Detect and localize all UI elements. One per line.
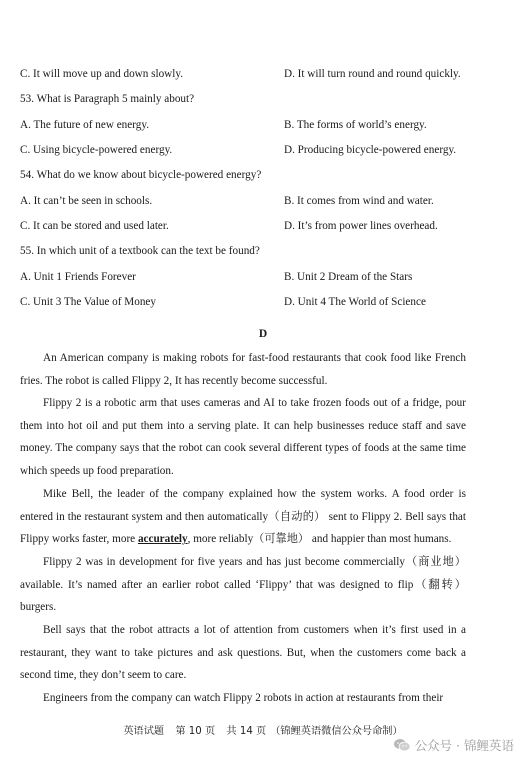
watermark-text: 公众号 · 锦鲤英语 [414, 738, 514, 753]
page-footer [0, 722, 526, 737]
q55-option-c: C. Unit 3 The Value of Money [20, 296, 156, 308]
q54-option-b: B. It comes from wind and water. [284, 195, 434, 207]
paragraph-3-text-end: , more reliably（可靠地） and happier than most humans. [187, 533, 452, 545]
q55-options-ab [20, 269, 506, 285]
paragraph-3-text-start: Mike Bell, the leader of the company explained how the system works. A food order is entered in the restaurant system and then automatically（自动的） sent to Flippy 2. Bell says that Flippy works faster, more [20, 488, 466, 545]
q53-options-ab [20, 117, 506, 133]
q53-question: 53. What is Paragraph 5 mainly about? [20, 93, 195, 105]
section-title: D [258, 328, 268, 340]
q55-option-d: D. Unit 4 The World of Science [284, 296, 426, 308]
wechat-icon [393, 738, 411, 752]
q53-options-cd [20, 142, 506, 158]
q54-options-ab [20, 193, 506, 209]
passage-paragraph-4: Flippy 2 was in development for five years and has just become commercially（商业地） available. It’s named after an earlier robot called ‘Flippy’ that was designed to flip（翻转） burgers. [20, 556, 466, 613]
q53-option-d: D. Producing bicycle-powered energy. [284, 144, 457, 156]
q54-option-d: D. It’s from power lines overhead. [284, 220, 438, 232]
q55-question: 55. In which unit of a textbook can the text be found? [20, 245, 260, 257]
footer-label: 英语试题 [123, 726, 165, 737]
passage-paragraph-1: An American company is making robots for fast-food restaurants that cook food like French fries. The robot is called Flippy 2, It has recently become successful. [20, 352, 466, 387]
q52-options-cd [20, 66, 506, 82]
passage-paragraph-3 [20, 483, 466, 551]
footer-note: （锦鲤英语微信公众号命制） [270, 726, 403, 737]
watermark [393, 736, 514, 754]
q53-option-b: B. The forms of world’s energy. [284, 119, 427, 131]
footer-total-pages: 共 14 页 [226, 726, 267, 737]
q53-option-c: C. Using bicycle-powered energy. [20, 144, 173, 156]
q54-option-a: A. It can’t be seen in schools. [20, 195, 153, 207]
q54-question: 54. What do we know about bicycle-powered energy? [20, 169, 262, 181]
q55-option-a: A. Unit 1 Friends Forever [20, 271, 136, 283]
q54-options-cd [20, 218, 506, 234]
passage-paragraph-5: Bell says that the robot attracts a lot of attention from customers when it’s first used in a restaurant, they want to take pictures and ask questions. But, when the customers come back a second time, they don’t seem to care. [20, 624, 466, 681]
q55-option-b: B. Unit 2 Dream of the Stars [284, 271, 413, 283]
q53-option-a: A. The future of new energy. [20, 119, 150, 131]
q52-option-d: D. It will turn round and round quickly. [284, 68, 461, 80]
passage-paragraph-2: Flippy 2 is a robotic arm that uses cameras and AI to take frozen foods out of a fridge, pour them into hot oil and put them into a serving plate. It can help businesses reduce staff and save money. The company says that the robot can cook several different types of foods at the same time which speeds up food preparation. [20, 397, 466, 477]
q52-option-c: C. It will move up and down slowly. [20, 68, 184, 80]
q55-options-cd [20, 294, 506, 310]
q54-option-c: C. It can be stored and used later. [20, 220, 169, 232]
passage-paragraph-6: Engineers from the company can watch Flippy 2 robots in action at restaurants from their [43, 692, 444, 704]
footer-page-number: 第 10 页 [175, 726, 216, 737]
underlined-keyword: accurately [137, 533, 188, 545]
